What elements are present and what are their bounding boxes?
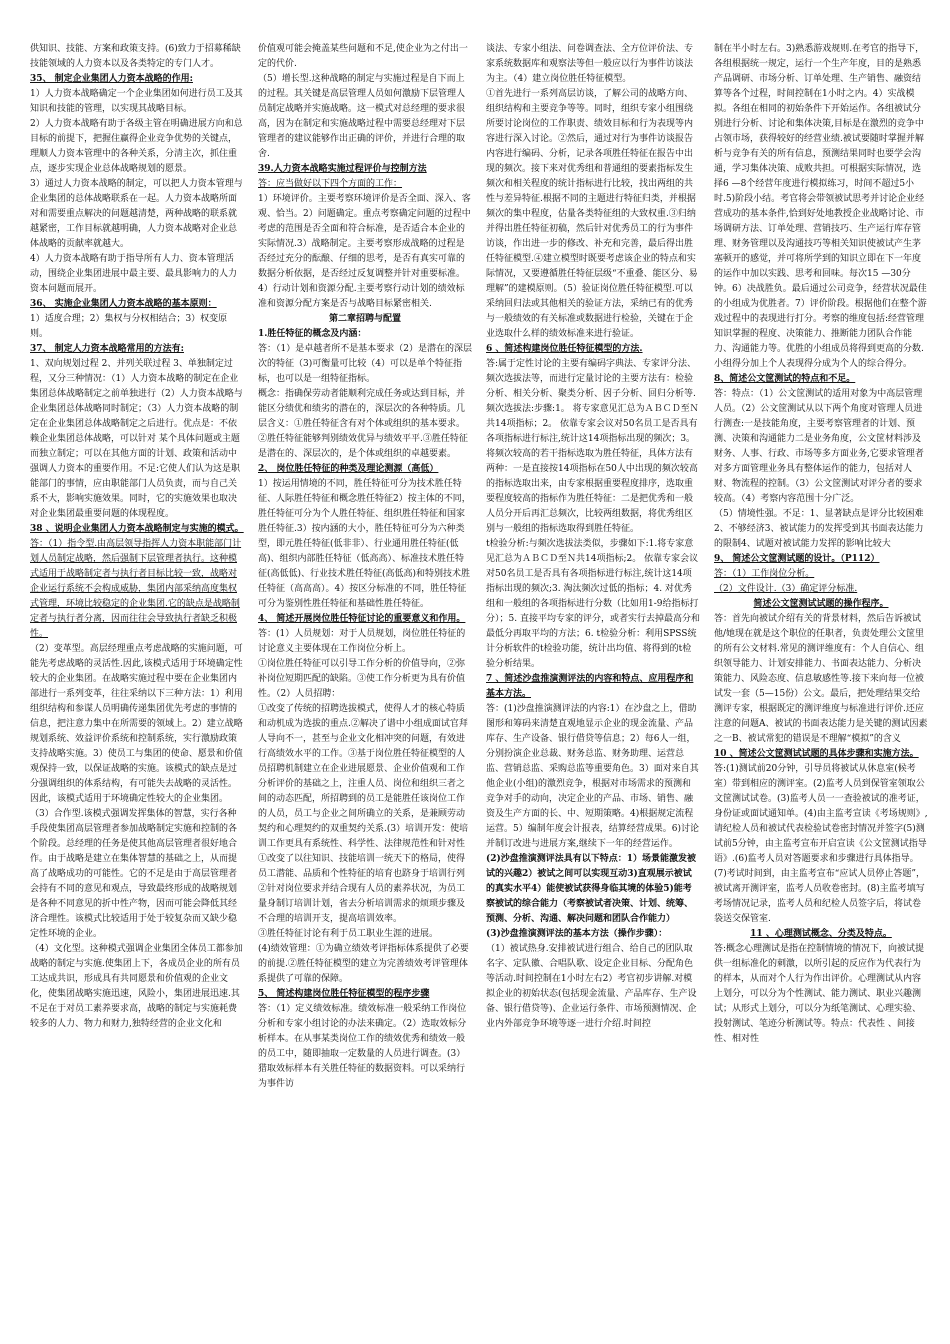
paragraph: （2）文件设计.（3）确定评分标准. bbox=[714, 584, 858, 594]
paragraph: （2）变革型。高层经理重点考虑战略的实施问题，可能先考虑战略的灵活性.因此,该模式适用于环境确定性较大的企业集团。在战略实施过程中要在企业集团内部进行一系列变革，往往采纳以下三种方法：1）利用组织结构和参谋人员明确传递集团优先考虑的事情的信息，把注意力集中在所需要的领域上。2）建立战略规划系统、效益评价系统和控制系统，实行激励政策支持战略实施。3）使员工与集团的使命、愿景和价值观保持一致，以保证战略的实施。该模式的缺点是过分强调组织的体系结构，有可能失去战略的灵活性。因此，该模式适用于环境确定性较大的企业集团。 bbox=[30, 644, 243, 804]
section-heading: 11 、心理测试概念、分类及特点。 bbox=[750, 929, 892, 939]
section-heading: 38 、说明企业集团人力资本战略制定与实施的模式。 bbox=[30, 524, 244, 534]
section-heading: (2)沙盘推演测评法具有以下特点：1）场景能激发被试的兴趣2）被试之间可以实现互动3)直观展示被试的真实水平4）能使被试获得身临其境的体验5)能考察被试的综合能力（考察被试者决策、计划、统筹、预测、分析、沟通、解决问题和团队合作能力） bbox=[486, 854, 697, 924]
paragraph: （1）被试热身.安排被试进行组合、给自己的团队取名字、定队徽、合唱队歌、设定企业目标、分配角色等活动.时间控制在1小时左右2）考官初步讲解.对模拟企业的初始状态(包括现金流量、产品库存、生产设备、银行借贷等)、企业运行条件、市场预测情况、企业内外部竞争环境等逐一进行介绍.时间控 bbox=[486, 944, 697, 1029]
paragraph: 答:属于定性讨论的主要有编码字典法、专家评分法、频次选拔法等，而进行定量讨论的主要方法有：检验分析、相关分析、聚类分析、因子分析、回归分析等. bbox=[486, 359, 697, 399]
section-heading: 5、 简述构建岗位胜任特征模型的程序步骤 bbox=[258, 989, 430, 999]
section-heading: 36、 实施企业集团人力资本战略的基本原则： bbox=[30, 299, 217, 309]
text-column-1 bbox=[30, 42, 244, 1324]
section-heading: 35、 制定企业集团人力资本战略的作用: bbox=[30, 74, 193, 84]
paragraph: 4）行动计划和资源分配.主要考察行动计划的绩效标准和资源分配方案是否与战略目标紧密相关. bbox=[258, 284, 465, 309]
paragraph: （5）情境性强。不足：1、显著缺点是评分比较困难2、不够经济3、被试能力的发挥受到其书面表达能力的限制4、试题对被试能力发挥的影响比较大 bbox=[714, 509, 924, 549]
paragraph: 答:(1)测试前20分钟，引导员将被试从休息室(候考室）带到相应的测评室。(2)监考人员到保管室领取公文筐测试试卷。(3)监考人员一一查验被试的准考证，身份证或面试通知单。(4)由主监考宣读《考场规则》,请纪检人员和被试代表检验试卷密封情况并签字(5)测试前5分钟，由主监考宣布开启宣读《公文筐测试指导语》.(6)监考人员对答题要求和步骤进行具体指导。(7)考试时间到，由主监考宣布“应试人员停止答题”，被试离开测评室，监考人员收卷密封。(8)主监考填写考场情况记录，监考人员和纪检人员签字后，将试卷袋送交保管室. bbox=[714, 764, 928, 924]
paragraph: 概念：指确保劳动者能顺利完成任务或达到目标，并能区分绩优和绩劣的潜在的，深层次的各种特质。几层含义：①胜任特征含有对个体或组织的基本要求。②胜任特征能够判别绩效优异与绩效平平.③胜任特征是潜在的、深层次的，是个体或组织的卓越要素。 bbox=[258, 389, 468, 459]
paragraph: ①首先进行一系列高层访谈，了解公司的战略方向、组织结构和主要竞争等等。同时，组织专家小组围绕所要讨论岗位的工作职责、绩效目标和行为表现等内容进行深入讨论。②然后，通过对行为事件访谈报告内容进行编码、分析，记录各项胜任特征在报告中出现的频次。接下来对优秀组和普通组的要素指标发生频次和相关程度的统计指标进行比较，找出两组的共性与差异特征.根据不同的主题进行特征归类，并根据频次的集中程度，估量各类特征组的大致权重.③归纳并得出胜任特征初稿，然后针对优秀员工的行为事件访谈，作出进一步的修改、补充和完善，最后得出胜任特征模型.④建立模型时既要考虑该企业的特点和实际情况，又要遵循胜任特征层级“不重叠、能区分、易理解”的建模原则。（5）验证岗位胜任特征模型.可以采纳回归法或其他相关的验证方法，采纳已有的优秀与一般绩效的有关标准或数据进行检验，关键在于企业选取什么样的绩效标准来进行验证。 bbox=[486, 89, 698, 339]
paragraph: 答:概念心理测试是指在控制情境的情况下，向被试提供一组标准化的刺激，以所引起的反应作为代表行为的样本，从而对个人行为作出评价。心理测试从内容上划分，可以分为个性测试、能力测试、职业兴趣测试；从形式上划分，可以分为纸笔测试、心理实验、投射测试、笔迹分析测试等。特点：代表性 、间接性、相对性 bbox=[714, 944, 925, 1044]
section-heading: (3)沙盘推演测评法的基本方法（操作步骤）： bbox=[486, 929, 668, 939]
paragraph: 2）人力资本战略有助于各级主管在明确进展方向和总目标的前提下，把握住赢得企业竞争优势的关键点，理顺人力资本管理中的各种关系，分清主次，抓住重点，逐步实现企业总体战略规划的愿景。 bbox=[30, 119, 243, 174]
paragraph: 答：(1）人员规划：对于人员规划，岗位胜任特征的讨论意义主要体现在工作岗位分析上。 bbox=[258, 629, 466, 654]
paragraph: 答：（1）定义绩效标准。绩效标准一般采纳工作岗位分析和专家小组讨论的办法来确定。（2）选取效标分析样本。在从事某类岗位工作的绩效优秀和绩效一般的员工中，随即抽取一定数量的人员进行调查。(3）猎取效标样本有关胜任特征的数据资料。可以采纳行为事件访 bbox=[258, 1004, 467, 1089]
text-column-4 bbox=[714, 42, 928, 1324]
paragraph: 答：（1）指令型.由高层领导指挥人力资本职能部门计划人员制定战略，然后强制下层管理者执行。这种模式适用于战略制定者与执行者目标比较一致，战略对企业运行系统不会构成威胁，集团内部采纳高度集权式管理，环境比较稳定的企业集团.它的缺点是战略制定者与执行者分离，因而往往会导致执行者缺乏积极性。 bbox=[30, 539, 242, 639]
text-column-2 bbox=[258, 42, 472, 1324]
paragraph: ③胜任特征讨论有利于员工职业生涯的进展。 bbox=[258, 929, 439, 939]
section-heading: 4、 简述开展岗位胜任特征讨论的重要意义和作用。 bbox=[258, 614, 466, 624]
paragraph: （5）增长型.这种战略的制定与实施过程是自下而上的过程。其关键是高层管理人员如何激励下层管理人员制定战略并实施战略。这一模式对总经理的要求很高，因为在制定和实施战略过程中需要总经理对下层管理者的建议能够作出正确的评价，并进行合理的取舍. bbox=[258, 74, 466, 159]
section-heading: 6 、简述构建岗位胜任特征模型的方法. bbox=[486, 344, 643, 354]
section-heading: 1.胜任特征的概念及内涵： bbox=[258, 329, 367, 339]
section-heading: 39.人力资本战略实施过程评价与控制方法 bbox=[258, 164, 427, 174]
section-heading: 37、 制定人力资本战略常用的方法有: bbox=[30, 344, 184, 354]
section-heading: 第二章招聘与配置 bbox=[328, 314, 401, 324]
section-heading: 7 、简述沙盘推演测评法的内容和特点、应用程序和基本方法。 bbox=[486, 674, 694, 699]
paragraph: 答：（1）是卓越者所不是基本要求（2）是潜在的深层次的特征（3)可衡量可比较（4）可以是单个特征指标，也可以是一组特征指标。 bbox=[258, 344, 472, 384]
paragraph: 答：(1)沙盘推演测评法的内容:1）在沙盘之上，借助图形和筹码来清楚直观地显示企业的现金流量、产品库存、生产设备、银行借贷等信息；2）每6人一组，分别扮演企业总裁、财务总监、财务助理、运营总监、营销总监、采购总监等重要角色。3）面对来自其他企业(小组)的激烈竞争，根据对市场需求的预测和竞争对手的动向，决定企业的产品、市场、销售、融资及生产方面的长、中、短期策略。4)根据规定流程运营。5）编制年度会计报表，结算经营成果。6)讨论并制订改进与进展方案,继续下一年的经营运作。 bbox=[486, 704, 699, 849]
paragraph: ①岗位胜任特征可以引导工作分析的价值导向，②弥补岗位短期匹配的缺陷。③使工作分析更为具有价值性。（2）人员招聘： bbox=[258, 659, 466, 699]
paragraph: 频次选拔法:步骤:1。 将专家意见汇总为ＡＢＣＤ至Ｎ共14项指标；2。 依靠专家会议对50名员工是否具有各项指标进行标注,统计这14项指标出现的频次；3。将频次较高的若干指标选取为胜任特征，具体方法有两种：一是直接按14项指标在50人中出现的频次较高的指标选取出来，由专家根据重要程度排序，选取重要程度较高的指标作为胜任特征：二是把优秀和一般人员分开后再汇总频次，比较两组数据，将优秀组区别与一般组的指标选取得到胜任特征。 bbox=[486, 404, 699, 534]
paragraph: 1）人力资本战略确定一个企业集团如何进行员工及其知识和技能的管理，以实现其战略目标。 bbox=[30, 89, 243, 114]
paragraph: 3）通过人力资本战略的制定，可以把人力资本管理与企业集团的总体战略联系在一起。人力资本战略所面对和需要重点解决的问题越清楚，两种战略的联系就越紧密，工作目标就越明确，人力资本战略对企业总体战略的贡献率就越大。 bbox=[30, 179, 243, 249]
paragraph: （4）文化型。这种模式强调企业集团全体员工都参加战略的制定与实施.使集团上下，各成员企业的所有员工达成共识，形成具有共同愿景和价值观的企业文化，使集团战略实施迅速，风险小，集团进展迅速.其不足在于对员工素养要求高，战略的制定与实施耗费较多的人力、物力和财力,独特经营的企业文化和 bbox=[30, 944, 243, 1029]
section-heading: 简述公文筐测试试题的操作程序。 bbox=[753, 599, 889, 609]
paragraph: （3）合作型.该模式强调发挥集体的智慧，实行各种手段使集团高层管理者参加战略制定实施和控制的各个阶段。总经理的任务是使其他高层管理者很好地合作。由于战略是建立在集体智慧的基础之上，从而提高了战略成功的可能性。它的不足是由于高层管理者会持有不同的意见和观点，导致最终形成的战略规划是各种不同意见的折中性产物，因而可能会降低其经济合理性。该模式比较适用于处于较复杂而又缺少稳定性环境的企业。 bbox=[30, 809, 238, 939]
section-heading: 9、 简述公文筐测试题的设计。（P112） bbox=[714, 554, 880, 564]
section-heading: 8、简述公文筐测试的特点和不足。 bbox=[714, 374, 856, 384]
paragraph: 答：（1）工作岗位分析。 bbox=[714, 569, 815, 579]
paragraph: 谈法、专家小组法、问卷调查法、全方位评价法、专家系统数据库和观察法等但一般应以行为事件访谈法为主。（4）建立岗位胜任特征模型。 bbox=[486, 44, 694, 84]
paragraph: 价值观可能会掩盖某些问题和不足,使企业为之付出一定的代价. bbox=[258, 44, 468, 69]
paragraph: ①改变了传统的招聘选拔模式，使得人才的核心特质和动机成为选拔的重点.②解决了谱中小组成面试官拜人导向不一，甚至与企业文化相冲突的问题，有效进行高绩效水平的工作。③基于岗位胜任特征模型的人员招聘机制建立在企业进展愿景、企业价值观和工作分析评价的基础之上，注重人员、岗位和组织三者之间的动态匹配，所招聘到的员工是能胜任该岗位工作的人员，员工与企业之间所确立的关系，是兼顾劳动契约和心理契约的双重契约关系.(3）培训开发：使培训工作更具有系统性、科学性、法律规范性和针对性①改变了以往知识、技能培训一统天下的格局，使得员工潜能、品质和个性特征的培育也跻身于培训行列②针对岗位要求并结合现有人员的素养状况，为员工量身制订培训计划，省去分析培训需求的烦琐步骤及不合理的培训开支，提高培训效率。 bbox=[258, 704, 469, 924]
paragraph: (4)绩效管理：①为确立绩效考评指标体系提供了必要的前提.②胜任特征模型的建立为完善绩效考评管理体系提供了可靠的保障。 bbox=[258, 944, 469, 984]
section-heading: 2、 岗位胜任特征的种类及理论测源（高低） bbox=[258, 464, 439, 474]
paragraph: 1、双向规划过程 2、并列关联过程 3、单独制定过程，又分三种情况：（1）人力资本战略的制定在企业集团总体战略制定之前单独进行（2）人力资本战略与企业集团总体战略同时制定；（3）人力资本战略的制定在企业集团总体战略制定之后进行。优点是：不依赖企业集团总体战略，可以针对 某个具体问题或主题而独立制定；可以在其他方面的计划、政策和活动中强调人力资本的重要作用。不足:它使人们认为这是职能部门的事情，应由职能部门人员负责，而与自己关系不大，影响实施效果。同时，它的实施效果也取决对企业集团最重要问题的体现程度。 bbox=[30, 359, 243, 519]
paragraph: t检验分析:与频次选拔法类似，步骤如下:1.将专家意见汇总为ＡＢＣＤ至Ｎ共14项指标;2。 依靠专家会议对50名员工是否具有各项指标进行标注,统计这14项指标出现的频次;3. 淘汰频次过低的指标；4. 对优秀组和一般组的各项指标进行分数（比如用1-9给指标打分）；5. 直接平均专家的评分，或者实行去掉最高分和最低分再取平均的方法；6. t检验分析：利用SPSS统计分析软件的t检验功能，统计出均值、将得到的t检验分析结果。 bbox=[486, 539, 700, 669]
paragraph: 答：首先向被试介绍有关的背景材料，然后告诉被试他/她现在就是这个职位的任职者，负责处理公文筐里的所有公文材料.常见的测评维度有：个人自信心、组织领导能力、计划安排能力、书面表达能力、分析决策能力、风险态度、信息敏感性等.接下来向每一位被试发一套（5—15份）公文。最后，把处理结果交给测评专家，根据既定的测评维度与标准进行评价.还应注意的问题A、被试的书面表达能力是关键的测试因素之一B、被试常犯的错误是不理解“模拟”的含义 bbox=[714, 614, 928, 744]
paragraph: 4）人力资本战略有助于指导所有人力、资本管理活动，围绕企业集团进展中最主要、最具影响力的人力资本问题而展开。 bbox=[30, 254, 238, 294]
text-column-3 bbox=[486, 42, 700, 1324]
section-heading: 10 、简述公文筐测试试题的具体步骤和实施方法。 bbox=[714, 749, 919, 759]
paragraph: 1）适度合理；2）集权与分权相结合；3）权变原则。 bbox=[30, 314, 228, 339]
paragraph: 答：特点：（1）公文筐测试的适用对象为中高层管理人员。（2）公文筐测试从以下两个角度对管理人员进行测查:一是技能角度，主要考察管理者的计划、预测、决策和沟通能力二是业务角度，公文筐材料涉及财务、人事、行政、市场等多方面业务,它要求管理者对多方面管理业务具有整体运作的能力，包括对人财、物流程的控制。（3）公文筐测试对评分者的要求较高。（4）考察内容范围十分广泛。 bbox=[714, 389, 924, 504]
paragraph: 答：应当做好以下四个方面的工作： bbox=[258, 179, 403, 189]
paragraph: 1）环境评价。主要考察环境评价是否全面、深入、客观、恰当。2）问题确定。重点考察确定问题的过程中考虑的范围是否全面和符合标准，是否适合本企业的实际情况.3）战略制定。主要考察形成战略的过程是否经过充分的酝酿、仔细的思考，是否有真实可靠的数据分析依据，是否经过反复调整并针对重要标准。 bbox=[258, 194, 471, 279]
paragraph: 制在半小时左右。3)熟悉游戏规则.在考官的指导下，各组根据统一规定，运行一个生产年度，目的是熟悉产品调研、市场分析、订单处理、生产销售、融资结算等各个过程，时间控制在1小时之内。4）实战模拟。各组在相同的初始条件下开始运作。各组被试分别进行分析、讨论和集体决策,目标是在激烈的竞争中占领市场，获得较好的经营业绩.被试要随时掌握并解析与竞争有关的所有信息，预测结果同时也要学会沟通，学习集体决策、成败共担。可根据实际情况，选择6 —8个经营年度进行模拟练习，时间不超过5小时.5)阶段小结。考官将会带领被试思考并讨论企业经营成功的基本条件,恰到好处地教授企业战略讨论、市场调研方法、订单处理、营销技巧、生产运行库存管理、财务管理以及沟通技巧等相关知识使被试产生茅塞顿开的感觉，并可将所学到的知识立即在下一年度的运作中加以实践、思考和回味。每次15 —30分钟。6）决战胜负。最后通过公司竞争，经营状况最佳的小组成为优胜者。7）评价阶段。根据他们在整个游戏过程中的表现进行打分。考察的维度包括:经营管理知识掌握的程度、决策能力、推断能力团队合作能力、沟通能力等。优胜的小组成员将得到更高的分数.小组得分加上个人表现得分成为个人的综合得分。 bbox=[714, 44, 927, 369]
paragraph: 1）按运用情境的不同，胜任特征可分为技术胜任特征、人际胜任特征和概念胜任特征2）按主体的不同，胜任特征可分为个人胜任特征、组织胜任特征和国家胜任特征.3）按内涵的大小，胜任特征可分为六种类型，即元胜任特征(低非非）、行业通用胜任特征(低高)、组织内部胜任特征（低高高）、标准技术胜任特征(高低低)、行业技术胜任特征(高低高)和特别技术胜任特征（高高高）。4）按区分标准的不同，胜任特征可分为鉴别性胜任特征和基础性胜任特征。 bbox=[258, 479, 471, 609]
paragraph: 供知识、技能、方案和政策支持。(6)致力于招募稀缺技能领域的人力资本以及各类特定的专门人才。 bbox=[30, 44, 241, 69]
